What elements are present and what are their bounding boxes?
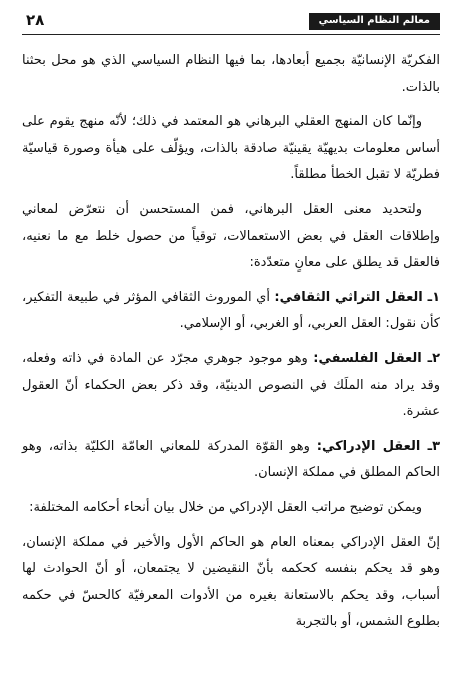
paragraph-philosophical-mind [22, 346, 440, 426]
paragraph-perceptive-mind [22, 434, 440, 487]
paragraph-3 [22, 197, 440, 277]
header-rule [22, 34, 440, 35]
paragraph-text: وإنّما كان المنهج العقلي البرهاني هو المعتمد في ذلك؛ لأنّه منهج يقوم على أساس معلومات بديهيّة يقينيّة صادقة بالذات، ويؤلّف على هيأة وصورة قياسيّة فطريّة لا تقبل الخطأ مطلقاً. [22, 114, 440, 183]
paragraph-text: ولتحديد معنى العقل البرهاني، فمن المستحسن أن نتعرّض لمعاني وإطلاقات العقل في بعض الاستعمالات، توقياً من حصول خلط مع ما نعنيه، فالعقل قد يطلق على معانٍ متعدّدة: [22, 201, 440, 271]
paragraph-term: ١ـ العقل التراثي الثقافي: [274, 289, 441, 305]
paragraph-text: إنّ العقل الإدراكي بمعناه العام هو الحاكم الأول والأخير في مملكة الإنسان، وهو قد يحكم بنفسه كحكمه بأنّ النقيضين لا يجتمعان، أو أنّ الحوادث لها أسباب، وقد يحكم بالاستعانة بغيره من الأدوات المعرفيّة كالحسّ في حكمه بطلوع الشمس، أو بالتجربة [22, 534, 440, 630]
page-body [22, 48, 440, 644]
paragraph-term: ٢ـ العقل الفلسفي: [313, 350, 440, 366]
paragraph-text: الفكريّة الإنسانيّة بجميع أبعادها، بما فيها النظام السياسي الذي هو محل بحثنا بالذات. [22, 53, 440, 95]
running-head: معالم النظام السياسي [309, 13, 440, 30]
paragraph-text: وهو موجود جوهري مجرّد عن المادة في ذاته وفعله، وقد يراد منه الملَك في النصوص الدينيّة، وقد ذكر بعض الحكماء أنّ العقول عشرة. [22, 350, 440, 420]
paragraph-7 [22, 495, 440, 522]
paragraph-2 [22, 109, 440, 189]
paragraph-8 [22, 530, 440, 636]
paragraph-1 [22, 48, 440, 101]
paragraph-text: ويمكن توضيح مراتب العقل الإدراكي من خلال بيان أنحاء أحكامه المختلفة: [29, 499, 422, 515]
paragraph-cultural-mind [22, 285, 440, 338]
page-number: ٢٨ [26, 11, 45, 29]
paragraph-text: أي الموروث الثقافي المؤثر في طبيعة التفكير، كأن نقول: العقل العربي، أو الغربي، أو الإسلامي. [22, 289, 440, 332]
paragraph-term: ٣ـ العقل الإدراكي: [316, 438, 440, 454]
page-header [22, 10, 440, 34]
paragraph-text: وهو القوّة المدركة للمعاني العامّة الكليّة بذاته، وهو الحاكم المطلق في مملكة الإنسان. [22, 438, 440, 481]
